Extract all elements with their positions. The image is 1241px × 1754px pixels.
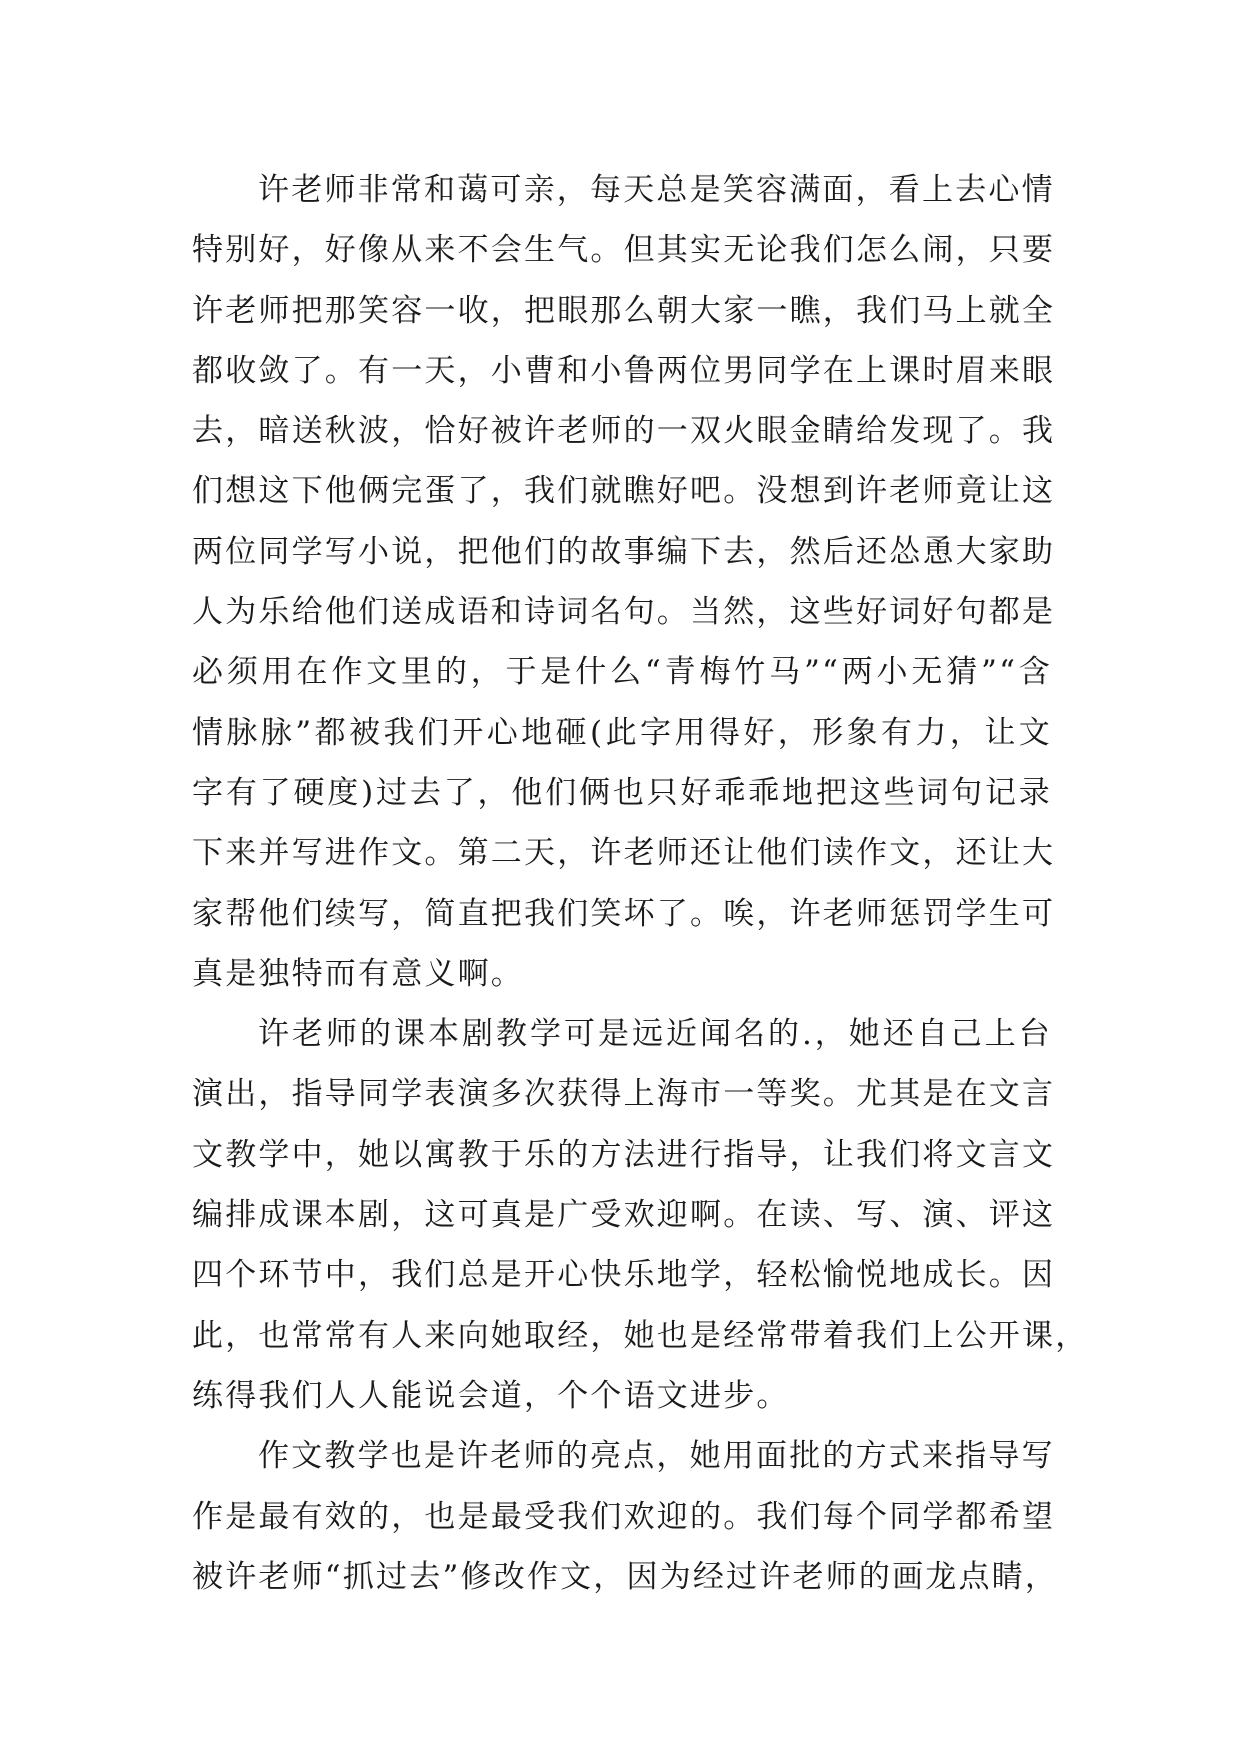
text-line: 文教学中，她以寓教于乐的方法进行指导，让我们将文言文 [192, 1136, 1056, 1173]
text-line: 编排成课本剧，这可真是广受欢迎啊。在读、写、演、评这 [192, 1197, 1056, 1234]
text-line: 许老师的课本剧教学可是远近闻名的.，她还自己上台 [258, 1016, 1052, 1053]
text-line: 人为乐给他们送成语和诗词名句。当然，这些好词好句都是 [192, 594, 1056, 631]
text-line: 特别好，好像从来不会生气。但其实无论我们怎么闹，只要 [192, 232, 1056, 269]
text-line: 作文教学也是许老师的亮点，她用面批的方式来指导写 [258, 1438, 1055, 1475]
text-line: 真是独特而有意义啊。 [192, 955, 524, 992]
text-line: 去，暗送秋波，恰好被许老师的一双火眼金睛给发现了。我 [192, 413, 1056, 450]
text-line: 四个环节中，我们总是开心快乐地学，轻松愉悦地成长。因 [192, 1257, 1056, 1294]
text-line: 家帮他们续写，简直把我们笑坏了。唉，许老师惩罚学生可 [192, 895, 1056, 932]
text-line: 情脉脉”都被我们开心地砸(此字用得好，形象有力，让文 [192, 714, 1052, 751]
text-line: 两位同学写小说，把他们的故事编下去，然后还怂恿大家助 [192, 533, 1056, 570]
text-line: 们想这下他俩完蛋了，我们就瞧好吧。没想到许老师竟让这 [192, 473, 1056, 510]
text-line: 下来并写进作文。第二天，许老师还让他们读作文，还让大 [192, 835, 1056, 872]
text-line: 被许老师“抓过去”修改作文，因为经过许老师的画龙点睛， [192, 1558, 1059, 1595]
text-line: 演出，指导同学表演多次获得上海市一等奖。尤其是在文言 [192, 1076, 1056, 1113]
text-line: 作是最有效的，也是最受我们欢迎的。我们每个同学都希望 [192, 1498, 1056, 1535]
document-page [192, 160, 1089, 1607]
text-line: 许老师非常和蔼可亲，每天总是笑容满面，看上去心情 [258, 172, 1055, 208]
paragraph-1 [192, 160, 1056, 1004]
text-line: 必须用在作文里的，于是什么“青梅竹马”“两小无猜”“含 [192, 654, 1052, 691]
text-line: 都收敛了。有一天，小曹和小鲁两位男同学在上课时眉来眼 [192, 352, 1056, 389]
paragraph-2 [192, 1004, 1089, 1426]
text-line: 练得我们人人能说会道，个个语文进步。 [192, 1377, 790, 1414]
text-line: 字有了硬度)过去了，他们俩也只好乖乖地把这些词句记录 [192, 774, 1052, 811]
paragraph-3 [192, 1426, 1059, 1607]
text-line: 此，也常常有人来向她取经，她也是经常带着我们上公开课， [192, 1317, 1089, 1354]
text-line: 许老师把那笑容一收，把眼那么朝大家一瞧，我们马上就全 [192, 292, 1056, 329]
